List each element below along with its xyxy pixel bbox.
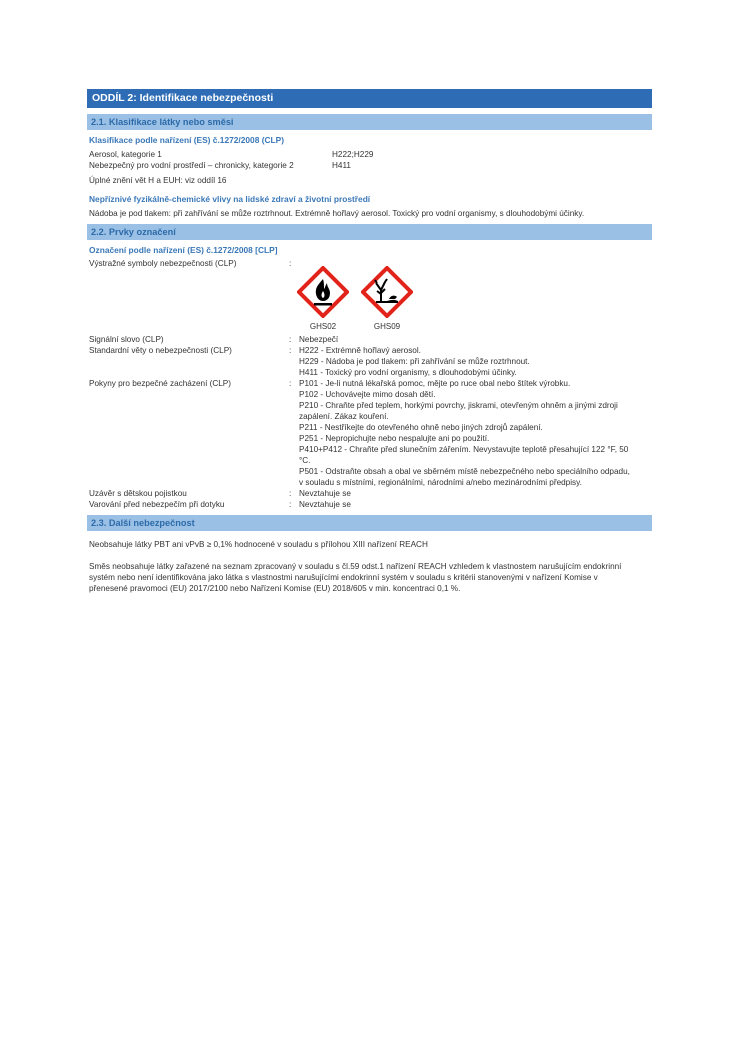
signal-word-value: Nebezpečí	[299, 335, 339, 344]
clp-classification-heading: Klasifikace podle nařízení (ES) č.1272/2008 (CLP)	[89, 135, 285, 145]
colon: :	[289, 259, 292, 268]
classification-name: Aerosol, kategorie 1	[89, 150, 162, 159]
colon: :	[289, 489, 292, 498]
pictograms	[297, 266, 652, 332]
endocrine-statement	[87, 561, 652, 594]
colon: :	[289, 346, 292, 355]
colon: :	[289, 500, 292, 509]
full-text-note: Úplné znění vět H a EUH: viz oddíl 16	[89, 176, 227, 185]
precautionary-statement: P101 - Je-li nutná lékařská pomoc, mějte po ruce obal nebo štítek výrobku.	[299, 379, 571, 388]
child-closure-label: Uzávěr s dětskou pojistkou	[89, 489, 187, 498]
tactile-warning-value: Nevztahuje se	[299, 500, 351, 509]
classification-row	[87, 160, 652, 171]
precautionary-statements-label: Pokyny pro bezpečné zacházení (CLP)	[89, 379, 231, 388]
child-closure-value: Nevztahuje se	[299, 489, 351, 498]
environment-icon	[361, 266, 413, 318]
subsection-2-3-title: 2.3. Další nebezpečnost	[87, 515, 652, 531]
flame-icon	[297, 266, 349, 318]
precautionary-statements-row	[87, 378, 652, 488]
precautionary-statement: zapálení. Zákaz kouření.	[299, 412, 389, 421]
precautionary-statements-list	[299, 378, 652, 488]
hazard-statement: H411 - Toxický pro vodní organismy, s dlouhodobými účinky.	[299, 368, 517, 377]
precautionary-statement: P410+P412 - Chraňte před slunečním zářením. Nevystavujte teplotě přesahující 122 °F, 50	[299, 445, 629, 454]
colon: :	[289, 379, 292, 388]
precautionary-statement: P211 - Nestříkejte do otevřeného ohně nebo jiných zdrojů zapálení.	[299, 423, 543, 432]
precautionary-statement: P251 - Nepropichujte nebo nespalujte ani po použití.	[299, 434, 490, 443]
hazard-statement: H222 - Extrémně hořlavý aerosol.	[299, 346, 421, 355]
precautionary-statement: P102 - Uchovávejte mimo dosah dětí.	[299, 390, 436, 399]
pbt-statement: Neobsahuje látky PBT ani vPvB ≥ 0,1% hodnocené v souladu s přílohou XIII nařízení REACH	[89, 540, 428, 549]
signal-word-row	[87, 334, 652, 345]
adverse-effects-heading: Nepříznivé fyzikálně-chemické vlivy na lidské zdraví a životní prostředí	[89, 194, 371, 204]
precautionary-statement: °C.	[299, 456, 311, 465]
tactile-warning-row	[87, 499, 652, 510]
endocrine-line: přenesené pravomoci (EU) 2017/2100 nebo Nařízení Komise (EU) 2018/605 v min. koncentraci 0,1 %.	[89, 584, 461, 593]
hazard-statement: H229 - Nádoba je pod tlakem: při zahřívání se může roztrhnout.	[299, 357, 530, 366]
classification-row	[87, 149, 652, 160]
precautionary-statement: P210 - Chraňte před teplem, horkými povrchy, jiskrami, otevřeným ohněm a jinými zdroji	[299, 401, 618, 410]
colon: :	[289, 335, 292, 344]
hazard-statements-label: Standardní věty o nebezpečnosti (CLP)	[89, 346, 232, 355]
hazard-statements-row	[87, 345, 652, 378]
signal-word-label: Signální slovo (CLP)	[89, 335, 164, 344]
section-title: ODDÍL 2: Identifikace nebezpečnosti	[87, 89, 652, 108]
precautionary-statement: v souladu s místními, regionálními, národními a/nebo mezinárodními předpisy.	[299, 478, 582, 487]
child-closure-row	[87, 488, 652, 499]
pictogram-code: GHS02	[309, 322, 337, 331]
hazard-statements-list	[299, 345, 652, 378]
subsection-2-2-title: 2.2. Prvky označení	[87, 224, 652, 240]
classification-name: Nebezpečný pro vodní prostředí – chronicky, kategorie 2	[89, 161, 294, 170]
precautionary-statement: P501 - Odstraňte obsah a obal ve sběrném místě nebezpečného nebo speciálního odpadu,	[299, 467, 630, 476]
classification-codes: H222;H229	[332, 150, 374, 159]
adverse-effects-text: Nádoba je pod tlakem: při zahřívání se může roztrhnout. Extrémně hořlavý aerosol. Toxický pro vodní organismy, s dlouhodobými účinky.	[89, 209, 585, 218]
labelling-heading: Označení podle nařízení (ES) č.1272/2008 [CLP]	[89, 245, 278, 255]
tactile-warning-label: Varování před nebezpečím při dotyku	[89, 500, 225, 509]
pictogram-ghs02	[297, 266, 349, 332]
subsection-2-1-title: 2.1. Klasifikace látky nebo směsi	[87, 114, 652, 130]
classification-codes: H411	[332, 161, 351, 170]
sds-section-2	[87, 89, 652, 594]
endocrine-line: systém nebo není identifikována jako látka s vlastnostmi narušujícími endokrinní systém v souladu s kritérii stanovenými v nařízení Komise v	[89, 573, 598, 582]
pictogram-ghs09	[361, 266, 413, 332]
pictogram-code: GHS09	[373, 322, 401, 331]
endocrine-line: Směs neobsahuje látky zařazené na seznam zpracovaný v souladu s čl.59 odst.1 nařízení REACH vzhledem k vlastnostem narušujícím endokrinní	[89, 562, 622, 571]
pictograms-label: Výstražné symboly nebezpečnosti (CLP)	[89, 259, 237, 268]
